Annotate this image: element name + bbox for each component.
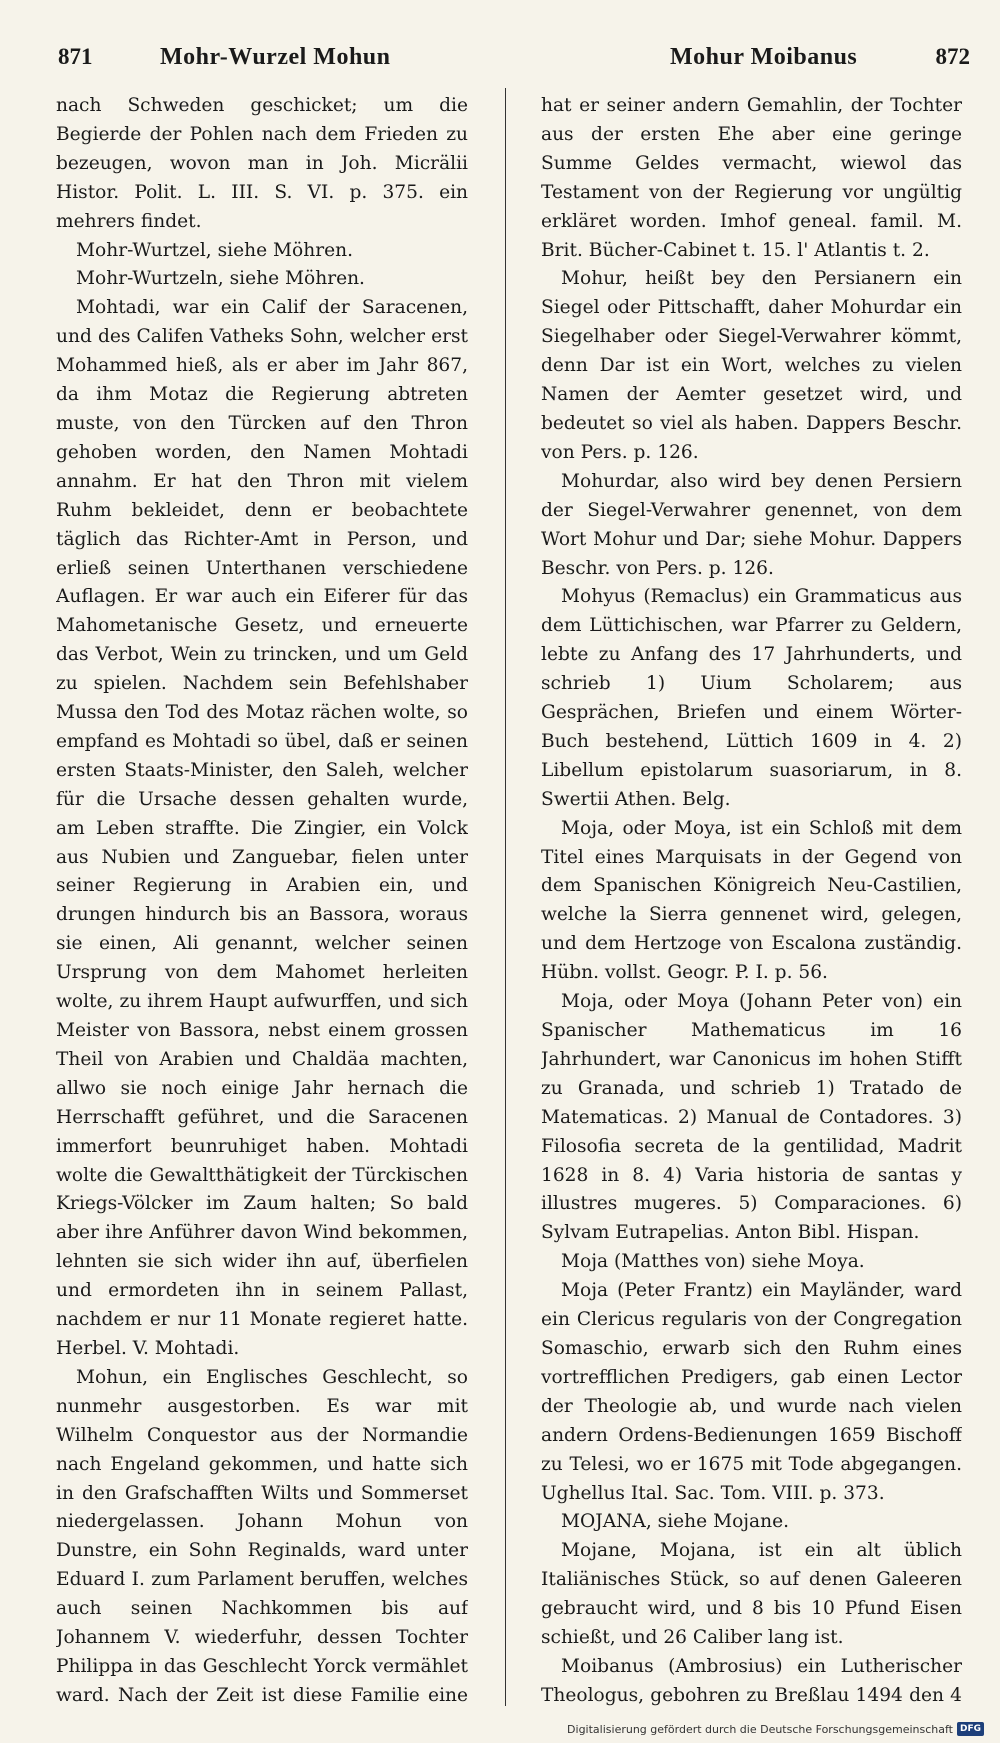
digitization-footer xyxy=(567,1719,984,1739)
entry-mojana: MOJANA, siehe Mojane. xyxy=(561,1511,790,1533)
entry-continuation: hat er seiner andern Gemahlin, der Tochter aus der ersten Ehe aber eine geringe Summe Geldes vermacht, wiewol das Testament von der Regierung vor ungültig erkläret worden. Imhof geneal. famil. M. Brit. Bücher-Cabinet t. 15. l' Atlantis t. 2. xyxy=(541,95,962,261)
entry-moja-johann-peter: Moja, oder Moya (Johann Peter von) ein Spanischer Mathematicus im 16 Jahrhundert, war Canonicus im hohen Stifft zu Granada, und schrieb 1) Tratado de Matematicas. 2) Manual de Contadores. 3) Filosofia secreta de la gentilidad, Madrit 1628 in 8. 4) Varia historia de santas y illustres mugeres. 5) Comparaciones. 6) Sylvam Eutrapelias. Anton Bibl. Hispan. xyxy=(541,991,962,1244)
dfg-logo: DFG xyxy=(957,1722,984,1736)
right-column xyxy=(541,92,962,1712)
entry-mohyus: Mohyus (Remaclus) ein Grammaticus aus dem Lüttichischen, war Pfarrer zu Geldern, lebte zu Anfang des 17 Jahrhunderts, und schrieb 1) Uium Scholarem; aus Gesprächen, Briefen und einem Wörter-Buch bestehend, Lüttich 1609 in 4. 2) Libellum epistolarum suasoriarum, in 8. Swertii Athen. Belg. xyxy=(541,586,962,810)
left-column xyxy=(56,92,468,1712)
running-header xyxy=(58,44,970,82)
entry-moja-peter-frantz: Moja (Peter Frantz) ein Mayländer, ward ein Clericus regularis von der Congregation Somaschio, erwarb sich den Ruhm eines vortrefflichen Predigers, gab einen Lector der Theologie ab, und wurde nach vielen andern Ordens-Bedienungen 1659 Bischoff zu Telesi, wo er 1675 mit Tode abgegangen. Ughellus Ital. Sac. Tom. VIII. p. 373. xyxy=(541,1280,962,1504)
entry-moibanus: Moibanus (Ambrosius) ein Lutherischer Theologus, gebohren zu Breßlau 1494 den 4 xyxy=(541,1655,962,1706)
entry-moja-matthes: Moja (Matthes von) siehe Moya. xyxy=(561,1251,865,1273)
footer-text: Digitalisierung gefördert durch die Deutsche Forschungsgemeinschaft xyxy=(567,1722,953,1736)
entry-moja-schloss: Moja, oder Moya, ist ein Schloß mit dem Titel eines Marquisats in der Gegend von dem Spanischen Königreich Neu-Castilien, welche la Sierra gennenet wird, gelegen, und dem Hertzoge von Escalona zuständig. Hübn. vollst. Geogr. P. I. p. 56. xyxy=(541,817,962,984)
entry-mohurdar: Mohurdar, also wird bey denen Persiern der Siegel-Verwahrer genennet, von dem Wort Mohur und Dar; siehe Mohur. Dappers Beschr. von Pers. p. 126. xyxy=(541,470,962,579)
entry-mohun: Mohun, ein Englisches Geschlecht, so nunmehr ausgestorben. Es war mit Wilhelm Conquestor aus der Normandie nach Engeland gekommen, und hatte sich in den Grafschafften Wilts und Sommerset niedergelassen. Johann Mohun von Dunstre, ein Sohn Reginalds, ward unter Eduard I. zum Parlament beruffen, welches auch seinen Nachkommen bis auf Johannem V. wiederfuhr, dessen Tochter Philippa in das Geschlecht Yorck vermählet ward. Nach der Zeit ist diese Familie eine xyxy=(56,1366,468,1706)
right-page-number: 872 xyxy=(935,44,970,69)
right-running-head: Mohur Moibanus xyxy=(670,44,858,70)
entry-mohur: Mohur, heißt bey den Persianern ein Siegel oder Pittschafft, daher Mohurdar ein Siegelhaber oder Siegel-Verwahrer kömmt, denn Dar ist ein Wort, welches zu vielen Namen der Aemter gesetzet wird, und bedeutet so viel als haben. Dappers Beschr. von Pers. p. 126. xyxy=(541,268,962,463)
entry-continuation: nach Schweden geschicket; um die Begierde der Pohlen nach dem Frieden zu bezeugen, wovon man in Joh. Micrälii Histor. Polit. L. III. S. VI. p. 375. ein mehrers findet. xyxy=(56,95,468,232)
column-divider xyxy=(505,88,506,1706)
entry-mohr-wurtzeln: Mohr-Wurtzeln, siehe Möhren. xyxy=(76,268,365,290)
entry-mohtadi: Mohtadi, war ein Calif der Saracenen, und des Califen Vatheks Sohn, welcher erst Mohammed hieß, als er aber im Jahr 867, da ihm Motaz die Regierung abtreten muste, von den Türcken auf den Thron gehoben worden, den Namen Mohtadi annahm. Er hat den Thron mit vielem Ruhm bekleidet, denn er beobachtete täglich das Richter-Amt in Person, und erließ seinen Unterthanen verschiedene Auflagen. Er war auch ein Eiferer für das Mahometanische Gesetz, und erneuerte das Verbot, Wein zu trincken, und um Geld zu spielen. Nachdem sein Befehlshaber Mussa den Tod des Motaz rächen wolte, so empfand es Mohtadi so übel, daß er seinen ersten Staats-Minister, den Saleh, welcher für die Ursache dessen gehalten wurde, am Leben straffte. Die Zingier, ein Volck aus Nubien und Zanguebar, fielen unter seiner Regierung in Arabien ein, und drungen hindurch bis an Bassora, woraus sie einen, Ali genannt, welcher seinen Ursprung von dem Mahomet herleiten wolte, zu ihrem Haupt aufwurffen, und sich Meister von Bassora, nebst einem grossen Theil von Arabien und Chaldäa machten, allwo sie noch einige Jahr hernach die Herrschafft geführet, und die Saracenen immerfort beunruhiget haben. Mohtadi wolte die Gewaltthätigkeit der Türckischen Kriegs-Völcker im Zaum halten; So bald aber ihre Anführer davon Wind bekommen, lehnten sie sich wider ihn auf, überfielen und ermordeten ihn in seinem Pallast, nachdem er nur 11 Monate regieret hatte. Herbel. V. Mohtadi. xyxy=(56,297,468,1359)
left-page-number: 871 xyxy=(58,44,93,69)
left-running-head: Mohr-Wurzel Mohun xyxy=(160,44,391,70)
entry-mohr-wurtzel: Mohr-Wurtzel, siehe Möhren. xyxy=(76,239,353,261)
entry-mojane: Mojane, Mojana, ist ein alt üblich Italiänisches Stück, so auf denen Galeeren gebraucht wird, und 8 bis 10 Pfund Eisen schießt, und 26 Caliber lang ist. xyxy=(541,1540,962,1649)
